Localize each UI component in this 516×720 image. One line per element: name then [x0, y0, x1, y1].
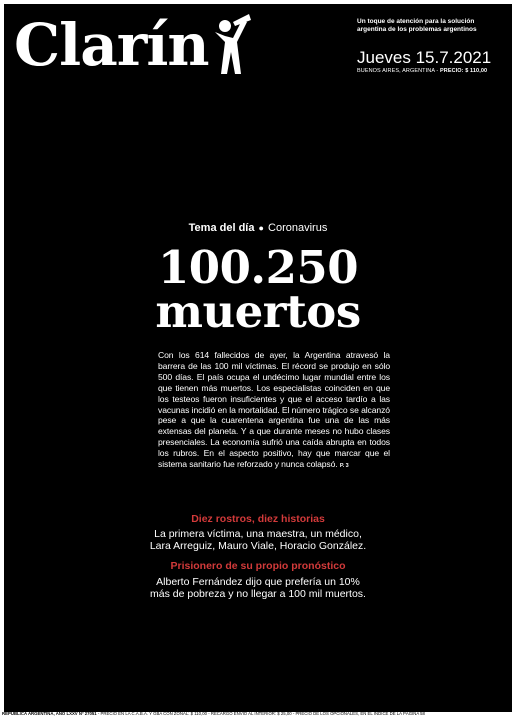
bullet-dot-icon: ● [258, 223, 264, 233]
issue-price: PRECIO: $ 110,00 [440, 68, 488, 74]
front-page [4, 4, 512, 712]
masthead-tagline: Un toque de atención para la solución argentina de los problemas argentinos [357, 18, 477, 33]
secondary-story-title: Diez rostros, diez historias [191, 513, 325, 525]
logo-wordmark: Clarín [14, 11, 209, 79]
footer-details: - PRECIO EN LA C.A.B.A. Y GBA CON ZONAL: $ 110,00 - RECARGO ENVÍO AL INTERIOR: $ 25,00 - PRECIO DE LOS OPCIONALES, EN EL ÍNDICE DE LA PÁGINA 58 [96, 711, 425, 716]
section-kicker [4, 222, 512, 234]
issue-location-price: BUENOS AIRES, ARGENTINA - PRECIO: $ 110,00 [357, 68, 488, 74]
headline-line-1: 100.250 [157, 241, 359, 294]
page-reference: P. 3 [339, 463, 349, 470]
secondary-story-1 [4, 513, 512, 552]
issue-date: Jueves 15.7.2021 [357, 48, 492, 67]
secondary-story-line: Lara Arreguiz, Mauro Viale, Horacio González. [149, 540, 367, 552]
main-headline [4, 241, 512, 338]
issue-city: BUENOS AIRES, ARGENTINA [357, 68, 435, 74]
secondary-story-2 [4, 560, 512, 600]
footer-edition: REPUBLICA ARGENTINA, AÑO LXXV Nº 27051 [2, 711, 97, 716]
headline-line-2: muertos [155, 285, 361, 338]
secondary-story-line: Alberto Fernández dijo que prefería un 10% [156, 576, 360, 588]
section-topic: Coronavirus [268, 222, 328, 234]
secondary-story-title: Prisionero de su propio pronóstico [170, 560, 346, 572]
clarin-logo [14, 10, 251, 80]
lead-article-body [158, 350, 390, 472]
secondary-story-line: La primera víctima, una maestra, un médico, [154, 528, 362, 540]
secondary-story-line: más de pobreza y no llegar a 100 mil muertos. [150, 588, 366, 600]
lead-body-text: Con los 614 fallecidos de ayer, la Argentina atravesó la barrera de las 100 mil víctimas. El récord se produjo en sólo 500 días. El país ocupa el undécimo lugar mundial entre los que tienen más muertos. Los especialistas coinciden en que los testeos fueron insuficientes y que el acceso tardío a las vacunas incidió en la mortalidad. El número trágico se alcanzó pese a que la cuarentena argentina fue una de las más extensas del planeta. Y a que durante meses no hubo clases presenciales. La economía sufrió una caída abrupta en todos los rubros. En el aspecto positivo, hay que marcar que el sistema sanitario fue reforzado y nunca colapsó. [158, 350, 390, 470]
page-footer [0, 708, 510, 720]
trumpet-figure-icon [211, 12, 251, 76]
section-label: Tema del día [188, 222, 255, 234]
